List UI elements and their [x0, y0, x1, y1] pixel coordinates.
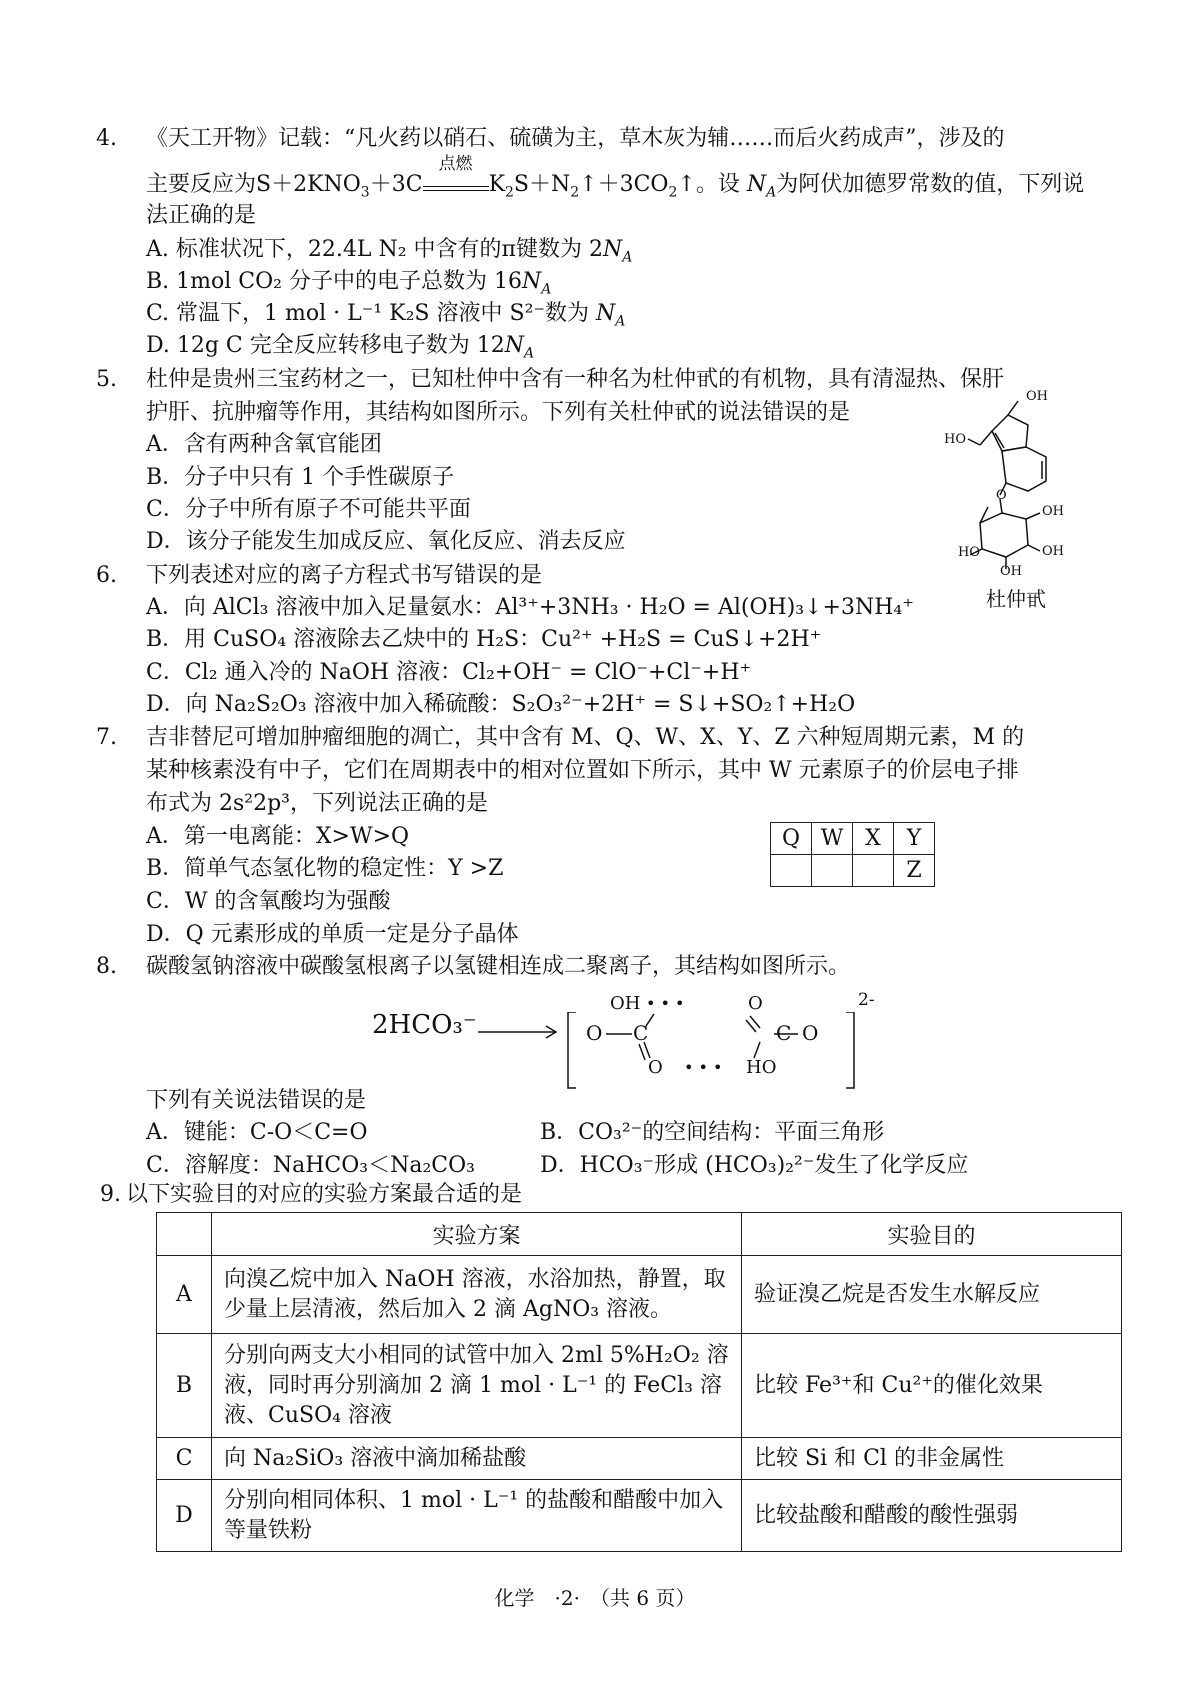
dimer-o-bottom: O	[648, 1057, 663, 1078]
q6-option-c: C．Cl₂ 通入冷的 NaOH 溶液：Cl₂+OH⁻ = ClO⁻+Cl⁻+H⁺	[146, 660, 752, 685]
struct-oh-right2: OH	[1042, 544, 1064, 559]
q7-stem-line3: 布式为 2s²2p³，下列说法正确的是	[146, 791, 488, 816]
dimer-o-right: O	[802, 1021, 819, 1045]
q4-option-a: A. 标准状况下，22.4L N₂ 中含有的π键数为 $2N_A$	[146, 237, 633, 266]
structure-caption: 杜仲甙	[986, 587, 1046, 611]
struct-oh-bottom: OH	[1000, 564, 1022, 579]
row-goal: 验证溴乙烷是否发生水解反应	[742, 1256, 1122, 1334]
row-plan: 分别向相同体积、1 mol · L⁻¹ 的盐酸和醋酸中加入等量铁粉	[212, 1480, 742, 1552]
grid-cell: Q	[771, 823, 812, 855]
q8-number: 8.	[96, 954, 117, 979]
q6-number: 6.	[96, 563, 117, 588]
grid-cell: X	[853, 823, 894, 855]
grid-cell: Z	[894, 855, 935, 887]
struct-oh-top: OH	[1026, 389, 1048, 404]
struct-ho-bottom: HO	[958, 545, 980, 560]
experiment-table	[156, 1212, 1122, 1552]
periodic-position-grid	[770, 822, 935, 887]
grid-cell	[771, 855, 812, 887]
q8-stem: 碳酸氢钠溶液中碳酸氢根离子以氢键相连成二聚离子，其结构如图所示。	[146, 954, 851, 979]
q5-number: 5.	[96, 367, 117, 392]
q8-option-a: A．键能：C-O＜C=O	[146, 1120, 368, 1145]
q8-option-d: D．HCO₃⁻形成 (HCO₃)₂²⁻发生了化学反应	[540, 1153, 969, 1178]
row-goal: 比较 Fe³⁺和 Cu²⁺的催化效果	[742, 1334, 1122, 1438]
struct-ho-left: HO	[944, 432, 966, 447]
grid-cell	[853, 855, 894, 887]
dimer-o-top-right: O	[748, 993, 763, 1014]
grid-cell: W	[812, 823, 853, 855]
row-letter: B	[157, 1334, 212, 1438]
q4-number: 4.	[96, 126, 117, 151]
q6-option-a: A．向 AlCl₃ 溶液中加入足量氨水：Al³⁺+3NH₃ · H₂O = Al(OH)₃↓+3NH₄⁺	[146, 595, 914, 620]
q7-stem-line1: 吉非替尼可增加肿瘤细胞的凋亡，其中含有 M、Q、W、X、Y、Z 六种短周期元素，M 的	[146, 725, 1025, 750]
struct-o-link: O	[996, 488, 1007, 503]
row-plan: 向溴乙烷中加入 NaOH 溶液，水浴加热，静置，取少量上层清液，然后加入 2 滴 AgNO₃ 溶液。	[212, 1256, 742, 1334]
row-plan: 分别向两支大小相同的试管中加入 2ml 5%H₂O₂ 溶液，同时再分别滴加 2 滴 1 mol · L⁻¹ 的 FeCl₃ 溶液、CuSO₄ 溶液	[212, 1334, 742, 1438]
q9-stem: 以下实验目的对应的实验方案最合适的是	[126, 1182, 523, 1207]
page-footer: 化学 ·2· （共 6 页）	[494, 1586, 696, 1610]
q8-option-c: C．溶解度：NaHCO₃＜Na₂CO₃	[146, 1153, 475, 1178]
q4-option-b: B. 1mol CO₂ 分子中的电子总数为 $16N_A$	[146, 269, 552, 298]
table-row	[157, 1438, 1122, 1480]
grid-cell: Y	[894, 823, 935, 855]
dimer-o-left: O	[586, 1021, 603, 1045]
q7-option-c: C．W 的含氧酸均为强酸	[146, 889, 391, 914]
dimer-structure	[478, 1012, 858, 1098]
q4-stem-line1: 《天工开物》记载：“凡火药以硝石、硫磺为主，草木灰为辅……而后火药成声”，涉及的	[146, 126, 1005, 151]
table-row	[157, 1334, 1122, 1438]
q6-option-b: B．用 CuSO₄ 溶液除去乙炔中的 H₂S：Cu²⁺ +H₂S = CuS↓+2H⁺	[146, 627, 822, 652]
header-cell: 实验目的	[742, 1213, 1122, 1256]
reaction-arrow: 点燃	[423, 176, 489, 191]
q5-option-a: A．含有两种含氧官能团	[146, 432, 382, 457]
header-cell	[157, 1213, 212, 1256]
dimer-c-right: C	[776, 1021, 792, 1045]
row-goal: 比较盐酸和醋酸的酸性强弱	[742, 1480, 1122, 1552]
table-row	[157, 1256, 1122, 1334]
grid-cell	[812, 855, 853, 887]
q5-option-c: C．分子中所有原子不可能共平面	[146, 497, 471, 522]
row-goal: 比较 Si 和 Cl 的非金属性	[742, 1438, 1122, 1480]
table-header-row	[157, 1213, 1122, 1256]
q5-option-d: D．该分子能发生加成反应、氧化反应、消去反应	[146, 529, 626, 554]
hydrogen-bond-dots-bottom: • • •	[684, 1058, 723, 1077]
q4-stem-line3: 法正确的是	[146, 203, 257, 228]
struct-oh-right1: OH	[1042, 504, 1064, 519]
reactant-formula: 2HCO₃⁻	[372, 1010, 477, 1040]
table-row	[157, 1480, 1122, 1552]
q7-option-a: A．第一电离能：X>W>Q	[146, 824, 410, 849]
q7-option-d: D．Q 元素形成的单质一定是分子晶体	[146, 922, 519, 947]
q4-option-c: C. 常温下，1 mol · L⁻¹ K₂S 溶液中 S²⁻数为 $N_A$	[146, 301, 626, 330]
q6-stem: 下列表述对应的离子方程式书写错误的是	[146, 563, 543, 588]
q8-substem: 下列有关说法错误的是	[146, 1088, 367, 1113]
dimer-ho-bottom: HO	[746, 1057, 777, 1078]
q4-stem-line2: 主要反应为$S+2KNO_3+3C$ 点燃 $K_2S+N_2↑+3CO_2↑$。设 $N_A$为阿伏加德罗常数的值，下列说	[146, 154, 1085, 201]
q5-option-b: B．分子中只有 1 个手性碳原子	[146, 465, 455, 490]
dimer-c-left: C	[633, 1021, 649, 1045]
q5-stem-line2: 护肝、抗肿瘤等作用，其结构如图所示。下列有关杜仲甙的说法错误的是	[146, 400, 851, 425]
q7-number: 7.	[96, 725, 117, 750]
q5-stem-line1: 杜仲是贵州三宝药材之一，已知杜仲中含有一种名为杜仲甙的有机物，具有清湿热、保肝	[146, 367, 1005, 392]
q7-stem-line2: 某种核素没有中子，它们在周期表中的相对位置如下所示，其中 W 元素原子的价层电子排	[146, 758, 1019, 783]
q4-option-d: D. 12g C 完全反应转移电子数为 $12N_A$	[146, 333, 535, 362]
row-plan: 向 Na₂SiO₃ 溶液中滴加稀盐酸	[212, 1438, 742, 1480]
hydrogen-bond-dots-top: • • •	[646, 994, 685, 1013]
q6-option-d: D．向 Na₂S₂O₃ 溶液中加入稀硫酸：S₂O₃²⁻+2H⁺ = S↓+SO₂↑+H₂O	[146, 692, 856, 717]
header-cell: 实验方案	[212, 1213, 742, 1256]
q9-number: 9.	[100, 1182, 121, 1207]
row-letter: A	[157, 1256, 212, 1334]
q7-option-b: B．简单气态氢化物的稳定性：Y >Z	[146, 856, 504, 881]
dimer-charge: 2-	[858, 990, 875, 1010]
q8-option-b: B．CO₃²⁻的空间结构：平面三角形	[540, 1120, 885, 1145]
row-letter: C	[157, 1438, 212, 1480]
dimer-oh-top: OH	[610, 993, 641, 1014]
row-letter: D	[157, 1480, 212, 1552]
